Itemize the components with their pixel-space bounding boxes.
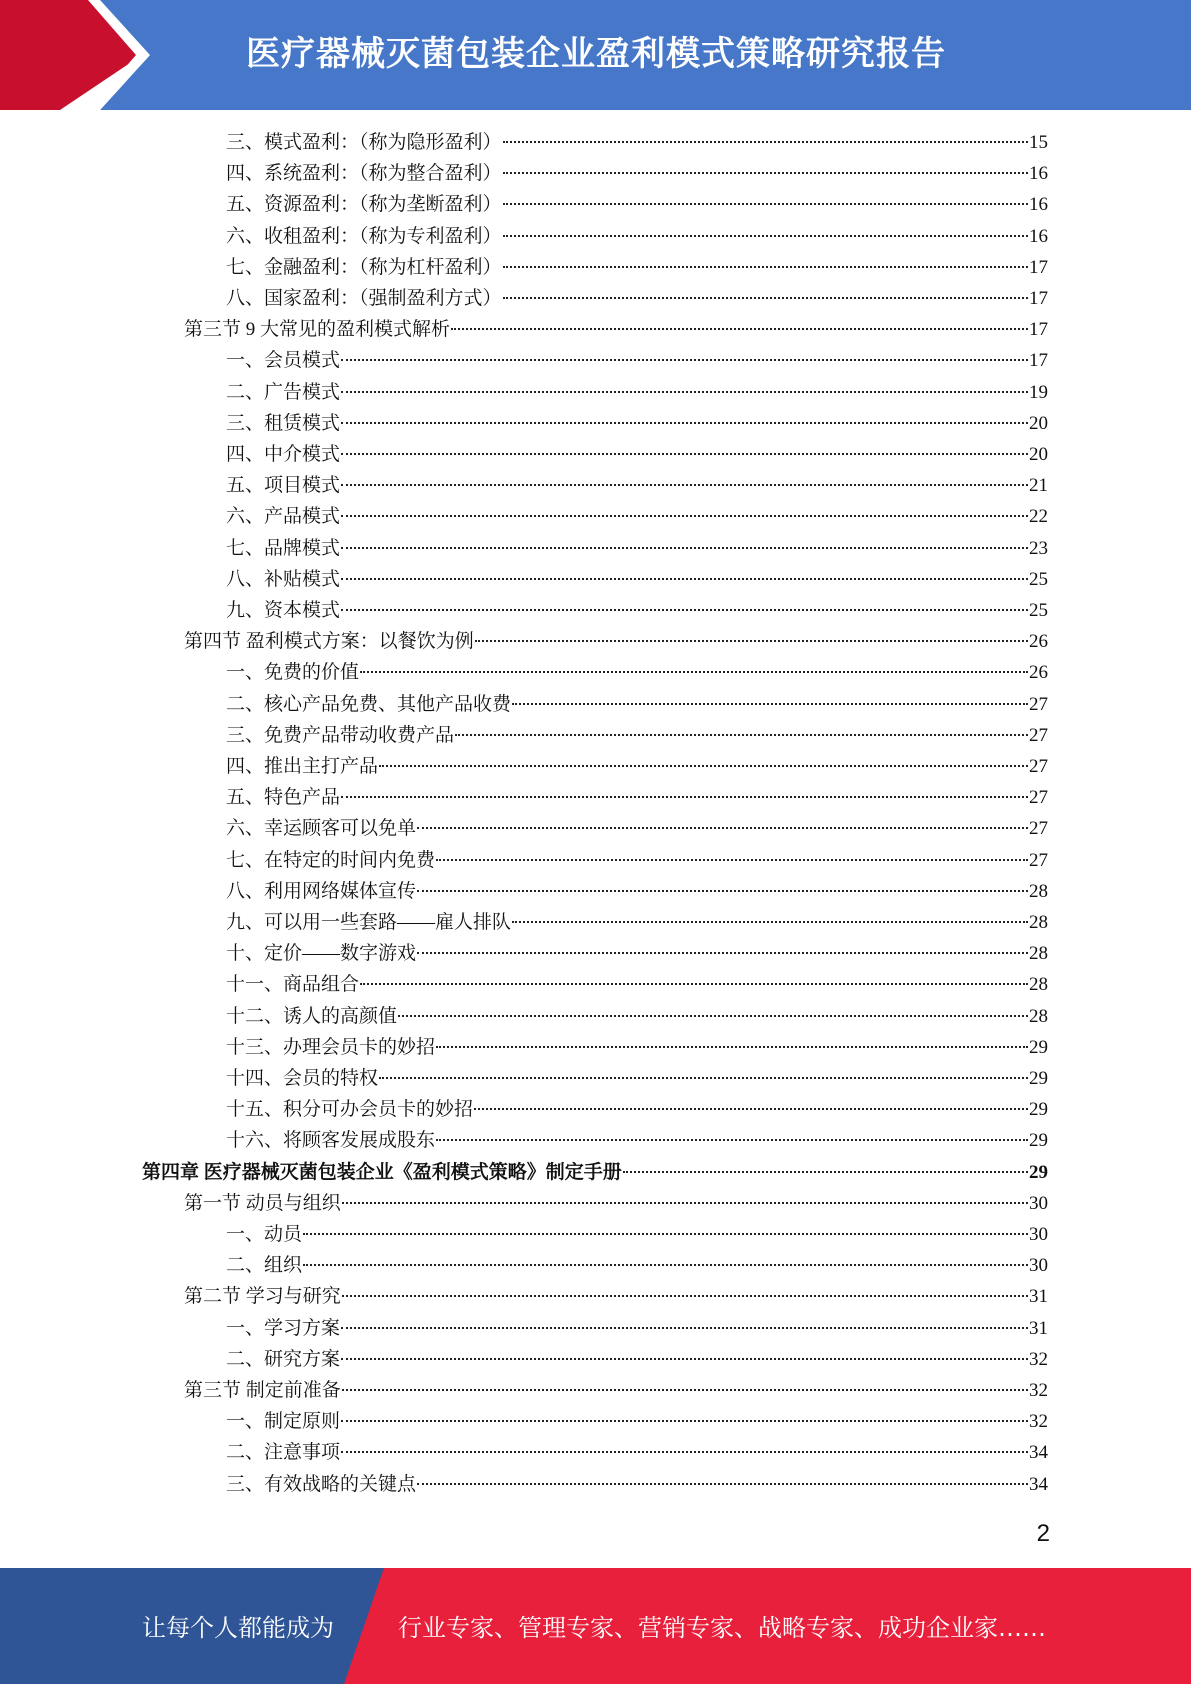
toc-entry-title: 六、收租盈利：（称为专利盈利） (226, 225, 502, 247)
toc-dot-leader (503, 297, 1028, 299)
toc-entry[interactable] (226, 1437, 1048, 1468)
toc-dot-leader (503, 172, 1028, 174)
toc-entry[interactable] (226, 595, 1048, 626)
toc-entry[interactable] (226, 845, 1048, 876)
toc-entry-title: 九、可以用一些套路——雇人排队 (226, 912, 512, 933)
page-header (0, 0, 1191, 110)
toc-entry-title: 十三、办理会员卡的妙招 (226, 1036, 436, 1058)
toc-dot-leader (623, 1171, 1028, 1173)
toc-entry-title: 二、研究方案 (226, 1348, 341, 1370)
toc-entry-page: 17 (1029, 256, 1048, 278)
toc-entry-title: 八、国家盈利：（强制盈利方式） (226, 288, 502, 309)
toc-entry-page: 16 (1029, 163, 1048, 185)
toc-entry-page: 27 (1029, 849, 1048, 871)
toc-dot-leader (342, 1202, 1028, 1204)
toc-dot-leader (341, 515, 1028, 517)
toc-entry-title: 七、在特定的时间内免费 (226, 849, 436, 871)
toc-entry-title: 二、广告模式 (226, 381, 341, 403)
toc-entry-page: 25 (1029, 600, 1048, 621)
toc-dot-leader (341, 359, 1028, 361)
toc-entry-title: 第三节 9 大常见的盈利模式解析 (184, 319, 451, 341)
toc-entry[interactable] (142, 1157, 1048, 1188)
toc-dot-leader (342, 1389, 1028, 1391)
toc-entry-page: 28 (1029, 912, 1048, 933)
toc-entry-page: 29 (1029, 1068, 1048, 1089)
toc-entry-title: 十、定价——数字游戏 (226, 943, 417, 965)
toc-dot-leader (379, 765, 1028, 767)
toc-entry[interactable] (226, 1313, 1048, 1344)
toc-entry-page: 27 (1029, 818, 1048, 840)
toc-dot-leader (360, 671, 1028, 673)
toc-entry-title: 六、幸运顾客可以免单 (226, 818, 417, 840)
toc-dot-leader (451, 328, 1028, 330)
toc-entry-page: 23 (1029, 537, 1048, 559)
toc-entry-page: 28 (1029, 1005, 1048, 1027)
toc-entry[interactable] (184, 1375, 1048, 1406)
toc-entry-title: 一、学习方案 (226, 1317, 341, 1339)
toc-entry-page: 21 (1029, 475, 1048, 497)
toc-dot-leader (417, 952, 1028, 954)
toc-dot-leader (436, 1139, 1028, 1141)
toc-entry-title: 五、特色产品 (226, 787, 341, 809)
toc-entry-page: 27 (1029, 756, 1048, 777)
toc-entry-title: 一、动员 (226, 1224, 303, 1245)
toc-entry-title: 第三节 制定前准备 (184, 1380, 341, 1401)
toc-entry[interactable] (226, 564, 1048, 595)
toc-dot-leader (417, 1483, 1028, 1485)
toc-dot-leader (341, 609, 1028, 611)
toc-dot-leader (503, 203, 1028, 205)
toc-entry-title: 十一、商品组合 (226, 974, 360, 996)
toc-entry-title: 七、品牌模式 (226, 537, 341, 559)
toc-entry-page: 31 (1029, 1317, 1048, 1339)
toc-entry-page: 17 (1029, 288, 1048, 309)
toc-entry[interactable] (226, 1032, 1048, 1063)
toc-dot-leader (341, 422, 1028, 424)
toc-entry[interactable] (226, 283, 1048, 314)
toc-dot-leader (303, 1264, 1028, 1266)
toc-entry-title: 九、资本模式 (226, 600, 341, 621)
toc-entry[interactable] (226, 907, 1048, 938)
toc-entry-page: 26 (1029, 662, 1048, 684)
toc-dot-leader (503, 235, 1028, 237)
toc-dot-leader (436, 859, 1028, 861)
toc-entry[interactable] (226, 1469, 1048, 1500)
toc-entry-page: 30 (1029, 1255, 1048, 1277)
toc-dot-leader (512, 703, 1028, 705)
toc-entry-title: 七、金融盈利：（称为杠杆盈利） (226, 256, 502, 278)
toc-dot-leader (455, 734, 1028, 736)
toc-entry-page: 34 (1029, 1442, 1048, 1464)
toc-entry-title: 三、免费产品带动收费产品 (226, 724, 455, 746)
toc-entry[interactable] (226, 689, 1048, 720)
toc-entry-title: 一、免费的价值 (226, 662, 360, 684)
toc-dot-leader (341, 796, 1028, 798)
toc-entry[interactable] (226, 439, 1048, 470)
toc-entry[interactable] (226, 1125, 1048, 1156)
toc-dot-leader (436, 1046, 1028, 1048)
toc-dot-leader (341, 391, 1028, 393)
toc-entry-title: 第一节 动员与组织 (184, 1192, 341, 1214)
toc-entry-title: 五、项目模式 (226, 475, 341, 497)
toc-entry-title: 一、制定原则 (226, 1411, 341, 1433)
toc-entry-page: 20 (1029, 444, 1048, 465)
toc-entry[interactable] (226, 189, 1048, 220)
toc-dot-leader (503, 266, 1028, 268)
toc-entry[interactable] (226, 657, 1048, 688)
toc-entry[interactable] (226, 533, 1048, 564)
toc-entry[interactable] (226, 720, 1048, 751)
toc-entry-page: 22 (1029, 506, 1048, 528)
toc-entry-title: 第二节 学习与研究 (184, 1286, 341, 1308)
toc-entry-page: 29 (1029, 1130, 1048, 1152)
toc-entry[interactable] (226, 408, 1048, 439)
footer-slogan-left: 让每个人都能成为 (142, 1614, 334, 1642)
toc-dot-leader (360, 983, 1028, 985)
toc-dot-leader (341, 453, 1028, 455)
toc-dot-leader (474, 1108, 1028, 1110)
toc-entry-page: 32 (1029, 1411, 1048, 1433)
toc-entry-page: 25 (1029, 568, 1048, 590)
page-footer (0, 1568, 1191, 1684)
toc-entry-title: 二、注意事项 (226, 1442, 341, 1464)
toc-entry-title: 四、系统盈利：（称为整合盈利） (226, 163, 502, 185)
toc-entry-title: 八、利用网络媒体宣传 (226, 880, 417, 902)
toc-entry[interactable] (184, 626, 1048, 657)
toc-dot-leader (342, 1295, 1028, 1297)
toc-entry-title: 十四、会员的特权 (226, 1068, 379, 1089)
toc-entry-page: 30 (1029, 1224, 1048, 1245)
toc-entry[interactable] (226, 1001, 1048, 1032)
toc-entry-page: 17 (1029, 319, 1048, 341)
toc-entry-title: 二、核心产品免费、其他产品收费 (226, 693, 512, 715)
toc-entry-page: 29 (1029, 1161, 1048, 1183)
toc-dot-leader (341, 1358, 1028, 1360)
toc-entry[interactable] (184, 1281, 1048, 1312)
toc-entry[interactable] (226, 221, 1048, 252)
toc-entry-title: 十二、诱人的高颜值 (226, 1005, 398, 1027)
toc-entry-title: 三、有效战略的关键点 (226, 1473, 417, 1495)
toc-entry-title: 十五、积分可办会员卡的妙招 (226, 1099, 474, 1121)
toc-entry[interactable] (226, 1344, 1048, 1375)
toc-entry-title: 十六、将顾客发展成股东 (226, 1130, 436, 1152)
toc-entry[interactable] (226, 938, 1048, 969)
toc-entry-page: 15 (1029, 132, 1048, 153)
toc-entry[interactable] (226, 127, 1048, 158)
toc-entry-page: 32 (1029, 1348, 1048, 1370)
toc-dot-leader (379, 1077, 1028, 1079)
toc-entry-title: 三、模式盈利：（称为隐形盈利） (226, 132, 502, 153)
toc-entry-page: 16 (1029, 194, 1048, 216)
toc-dot-leader (512, 921, 1028, 923)
toc-entry-page: 27 (1029, 787, 1048, 809)
toc-dot-leader (341, 484, 1028, 486)
toc-entry-page: 30 (1029, 1192, 1048, 1214)
toc-entry[interactable] (226, 158, 1048, 189)
toc-entry[interactable] (226, 751, 1048, 782)
toc-entry[interactable] (226, 969, 1048, 1000)
toc-entry-title: 二、组织 (226, 1255, 303, 1277)
toc-entry-page: 31 (1029, 1286, 1048, 1308)
toc-entry[interactable] (226, 876, 1048, 907)
toc-entry[interactable] (226, 813, 1048, 844)
toc-entry[interactable] (226, 252, 1048, 283)
toc-entry-page: 27 (1029, 693, 1048, 715)
toc-entry-page: 20 (1029, 412, 1048, 434)
toc-entry-page: 29 (1029, 1036, 1048, 1058)
toc-entry-page: 27 (1029, 724, 1048, 746)
toc-entry-title: 四、推出主打产品 (226, 756, 379, 777)
toc-entry-page: 28 (1029, 943, 1048, 965)
toc-entry-page: 32 (1029, 1380, 1048, 1401)
toc-entry-title: 三、租赁模式 (226, 412, 341, 434)
toc-dot-leader (417, 827, 1028, 829)
toc-entry-page: 28 (1029, 880, 1048, 902)
toc-entry[interactable] (184, 1188, 1048, 1219)
toc-entry[interactable] (226, 1063, 1048, 1094)
document-title: 医疗器械灭菌包装企业盈利模式策略研究报告 (246, 34, 946, 74)
toc-dot-leader (398, 1015, 1028, 1017)
toc-entry[interactable] (226, 501, 1048, 532)
toc-dot-leader (475, 640, 1028, 642)
toc-entry-title: 五、资源盈利：（称为垄断盈利） (226, 194, 502, 216)
toc-entry[interactable] (184, 314, 1048, 345)
toc-dot-leader (341, 578, 1028, 580)
page-number: 2 (1036, 1520, 1050, 1547)
toc-entry-title: 四、中介模式 (226, 444, 341, 465)
toc-entry-page: 28 (1029, 974, 1048, 996)
toc-entry[interactable] (226, 1094, 1048, 1125)
toc-entry-title: 第四节 盈利模式方案：以餐饮为例 (184, 631, 474, 653)
toc-entry-title: 八、补贴模式 (226, 568, 341, 590)
toc-entry[interactable] (226, 345, 1048, 376)
toc-entry-page: 26 (1029, 631, 1048, 653)
toc-dot-leader (341, 1451, 1028, 1453)
toc-dot-leader (341, 547, 1028, 549)
toc-entry[interactable] (226, 377, 1048, 408)
footer-slogan-right: 行业专家、管理专家、营销专家、战略专家、成功企业家…… (398, 1614, 1046, 1642)
toc-dot-leader (303, 1233, 1028, 1235)
toc-dot-leader (503, 141, 1028, 143)
toc-entry-page: 16 (1029, 225, 1048, 247)
toc-entry[interactable] (226, 1250, 1048, 1281)
toc-entry[interactable] (226, 1219, 1048, 1250)
toc-dot-leader (341, 1327, 1028, 1329)
toc-dot-leader (417, 890, 1028, 892)
toc-entry-page: 17 (1029, 350, 1048, 372)
toc-entry-title: 一、会员模式 (226, 350, 341, 372)
toc-entry[interactable] (226, 782, 1048, 813)
toc-entry-page: 19 (1029, 381, 1048, 403)
toc-entry[interactable] (226, 1406, 1048, 1437)
header-arrow-icon (0, 0, 160, 110)
toc-entry-page: 34 (1029, 1473, 1048, 1495)
toc-entry[interactable] (226, 470, 1048, 501)
toc-entry-title: 六、产品模式 (226, 506, 341, 528)
toc-entry-page: 29 (1029, 1099, 1048, 1121)
toc-entry-title: 第四章 医疗器械灭菌包装企业《盈利模式策略》制定手册 (142, 1161, 622, 1183)
toc-dot-leader (341, 1420, 1028, 1422)
